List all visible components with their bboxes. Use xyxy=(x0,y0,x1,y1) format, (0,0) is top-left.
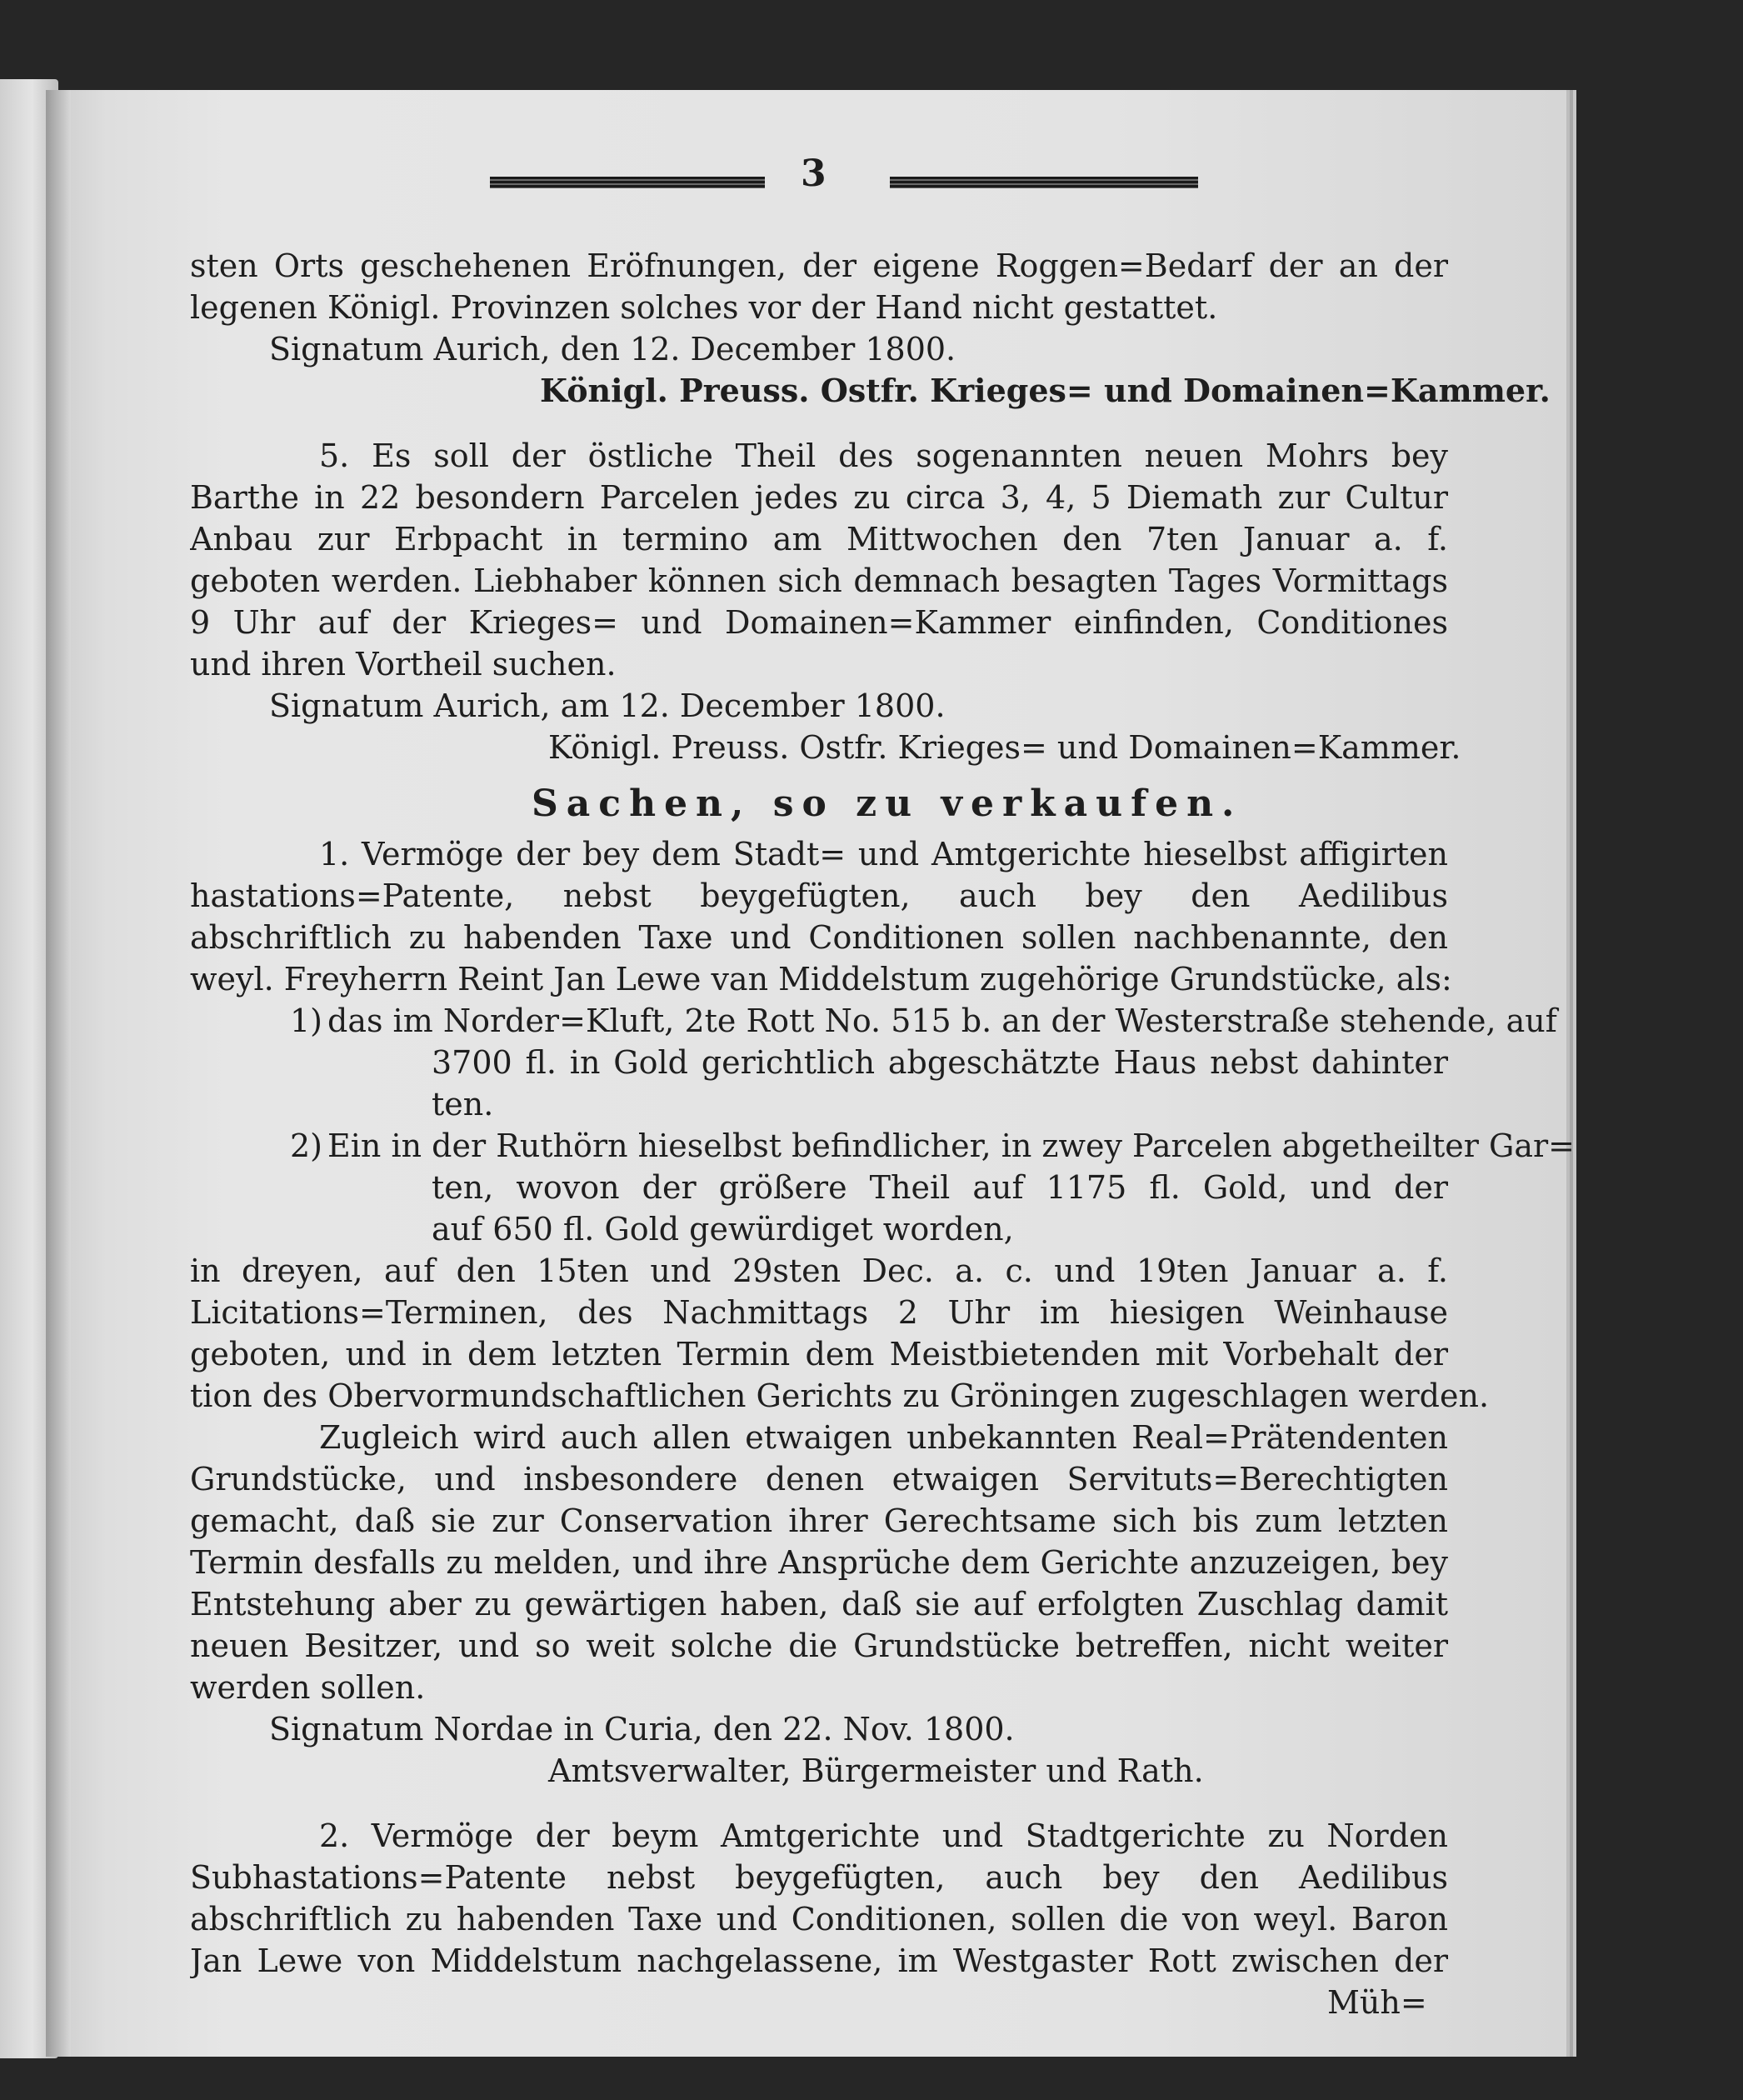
text-line: abschriftlich zu habenden Taxe und Conditionen sollen nachbenannte, den xyxy=(190,919,1448,956)
text-line: Anbau zur Erbpacht in termino am Mittwochen den 7ten Januar a. f. xyxy=(190,521,1448,558)
text-line: Jan Lewe von Middelstum nachgelassene, im Westgaster Rott zwischen der xyxy=(190,1942,1448,1979)
list-item-continuation: ten. xyxy=(432,1086,494,1122)
text-line-last: und ihren Vortheil suchen. xyxy=(190,646,617,682)
paragraph-gap xyxy=(190,1792,1448,1815)
text-line: neuen Besitzer, und so weit solche die Grundstücke betreffen, nicht weiter xyxy=(190,1628,1448,1664)
page-gutter-shadow xyxy=(46,90,71,2057)
page-header xyxy=(190,152,1448,205)
text-line: Entstehung aber zu gewärtigen haben, daß sie auf erfolgten Zuschlag damit xyxy=(190,1586,1448,1622)
paragraph-gap xyxy=(190,412,1448,435)
signature-line: Signatum Nordae in Curia, den 22. Nov. 1800. xyxy=(269,1711,1015,1748)
page-text-block xyxy=(190,152,1576,2023)
section-title: Sachen, so zu verkaufen. xyxy=(532,782,1243,825)
list-item-continuation: 3700 fl. in Gold gerichtlich abgeschätzte Haus nebst dahinter xyxy=(432,1044,1448,1081)
authority-line: Amtsverwalter, Bürgermeister und Rath. xyxy=(548,1752,1204,1789)
signature-line: Signatum Aurich, am 12. December 1800. xyxy=(269,688,946,724)
signature-line: Signatum Aurich, den 12. December 1800. xyxy=(269,331,956,368)
list-item-continuation: auf 650 fl. Gold gewürdiget worden, xyxy=(432,1211,1014,1248)
text-line-last: werden sollen. xyxy=(190,1669,426,1706)
catchword: Müh= xyxy=(1327,1984,1427,2021)
text-line-last: weyl. Freyherrn Reint Jan Lewe van Middelstum zugehörige Grundstücke, als: xyxy=(190,961,1452,998)
list-item-continuation: ten, wovon der größere Theil auf 1175 fl. Gold, und der xyxy=(432,1169,1448,1206)
header-rule-left xyxy=(490,177,765,188)
text-line: in dreyen, auf den 15ten und 29sten Dec. a. c. und 19ten Januar a. f. xyxy=(190,1252,1448,1289)
text-line-last: legenen Königl. Provinzen solches vor der Hand nicht gestattet. xyxy=(190,289,1218,326)
list-item-line: 1) das im Norder=Kluft, 2te Rott No. 515 b. an der Westerstraße stehende, auf xyxy=(290,1002,1557,1039)
list-item-text: Ein in der Ruthörn hieselbst befindlicher, in zwey Parcelen abgetheilter Gar= xyxy=(327,1128,1576,1164)
text-line: Barthe in 22 besondern Parcelen jedes zu circa 3, 4, 5 Diemath zur Cultur xyxy=(190,479,1448,516)
text-line: geboten werden. Liebhaber können sich demnach besagten Tages Vormittags xyxy=(190,562,1448,599)
paragraph-first-line: 1. Vermöge der bey dem Stadt= und Amtgerichte hieselbst affigirten xyxy=(319,836,1448,872)
text-line: Licitations=Terminen, des Nachmittags 2 Uhr im hiesigen Weinhause xyxy=(190,1294,1448,1331)
list-item-text: das im Norder=Kluft, 2te Rott No. 515 b. an der Westerstraße stehende, auf xyxy=(327,1002,1557,1039)
text-line: hastations=Patente, nebst beygefügten, auch bey den Aedilibus xyxy=(190,878,1448,914)
text-line: Grundstücke, und insbesondere denen etwaigen Servituts=Berechtigten xyxy=(190,1461,1448,1498)
text-line-last: tion des Obervormundschaftlichen Gerichts zu Gröningen zugeschlagen werden. xyxy=(190,1378,1490,1414)
list-item-line: 2) Ein in der Ruthörn hieselbst befindlicher, in zwey Parcelen abgetheilter Gar= xyxy=(290,1128,1576,1164)
text-line: abschriftlich zu habenden Taxe und Conditionen, sollen die von weyl. Baron xyxy=(190,1901,1448,1938)
paragraph-first-line: Zugleich wird auch allen etwaigen unbekannten Real=Prätendenten xyxy=(319,1419,1448,1456)
text-line: geboten, und in dem letzten Termin dem Meistbietenden mit Vorbehalt der xyxy=(190,1336,1448,1372)
header-rule-right xyxy=(890,177,1198,188)
text-line: gemacht, daß sie zur Conservation ihrer Gerechtsame sich bis zum letzten xyxy=(190,1502,1448,1539)
page-body xyxy=(190,245,1576,2023)
text-line: 9 Uhr auf der Krieges= und Domainen=Kammer einfinden, Conditiones xyxy=(190,604,1448,641)
text-line: Termin desfalls zu melden, und ihre Ansprüche dem Gerichte anzuzeigen, bey xyxy=(190,1544,1448,1581)
text-line: Subhastations=Patente nebst beygefügten, auch bey den Aedilibus xyxy=(190,1859,1448,1896)
paragraph-first-line: 5. Es soll der östliche Theil des sogenannten neuen Mohrs bey xyxy=(319,438,1448,474)
text-line: sten Orts geschehenen Eröfnungen, der eigene Roggen=Bedarf der an der xyxy=(190,248,1448,284)
page-number: 3 xyxy=(801,152,827,195)
authority-line: Königl. Preuss. Ostfr. Krieges= und Domainen=Kammer. xyxy=(548,729,1461,766)
authority-line: Königl. Preuss. Ostfr. Krieges= und Domainen=Kammer. xyxy=(540,372,1551,409)
paragraph-first-line: 2. Vermöge der beym Amtgerichte und Stadtgerichte zu Norden xyxy=(319,1818,1448,1854)
